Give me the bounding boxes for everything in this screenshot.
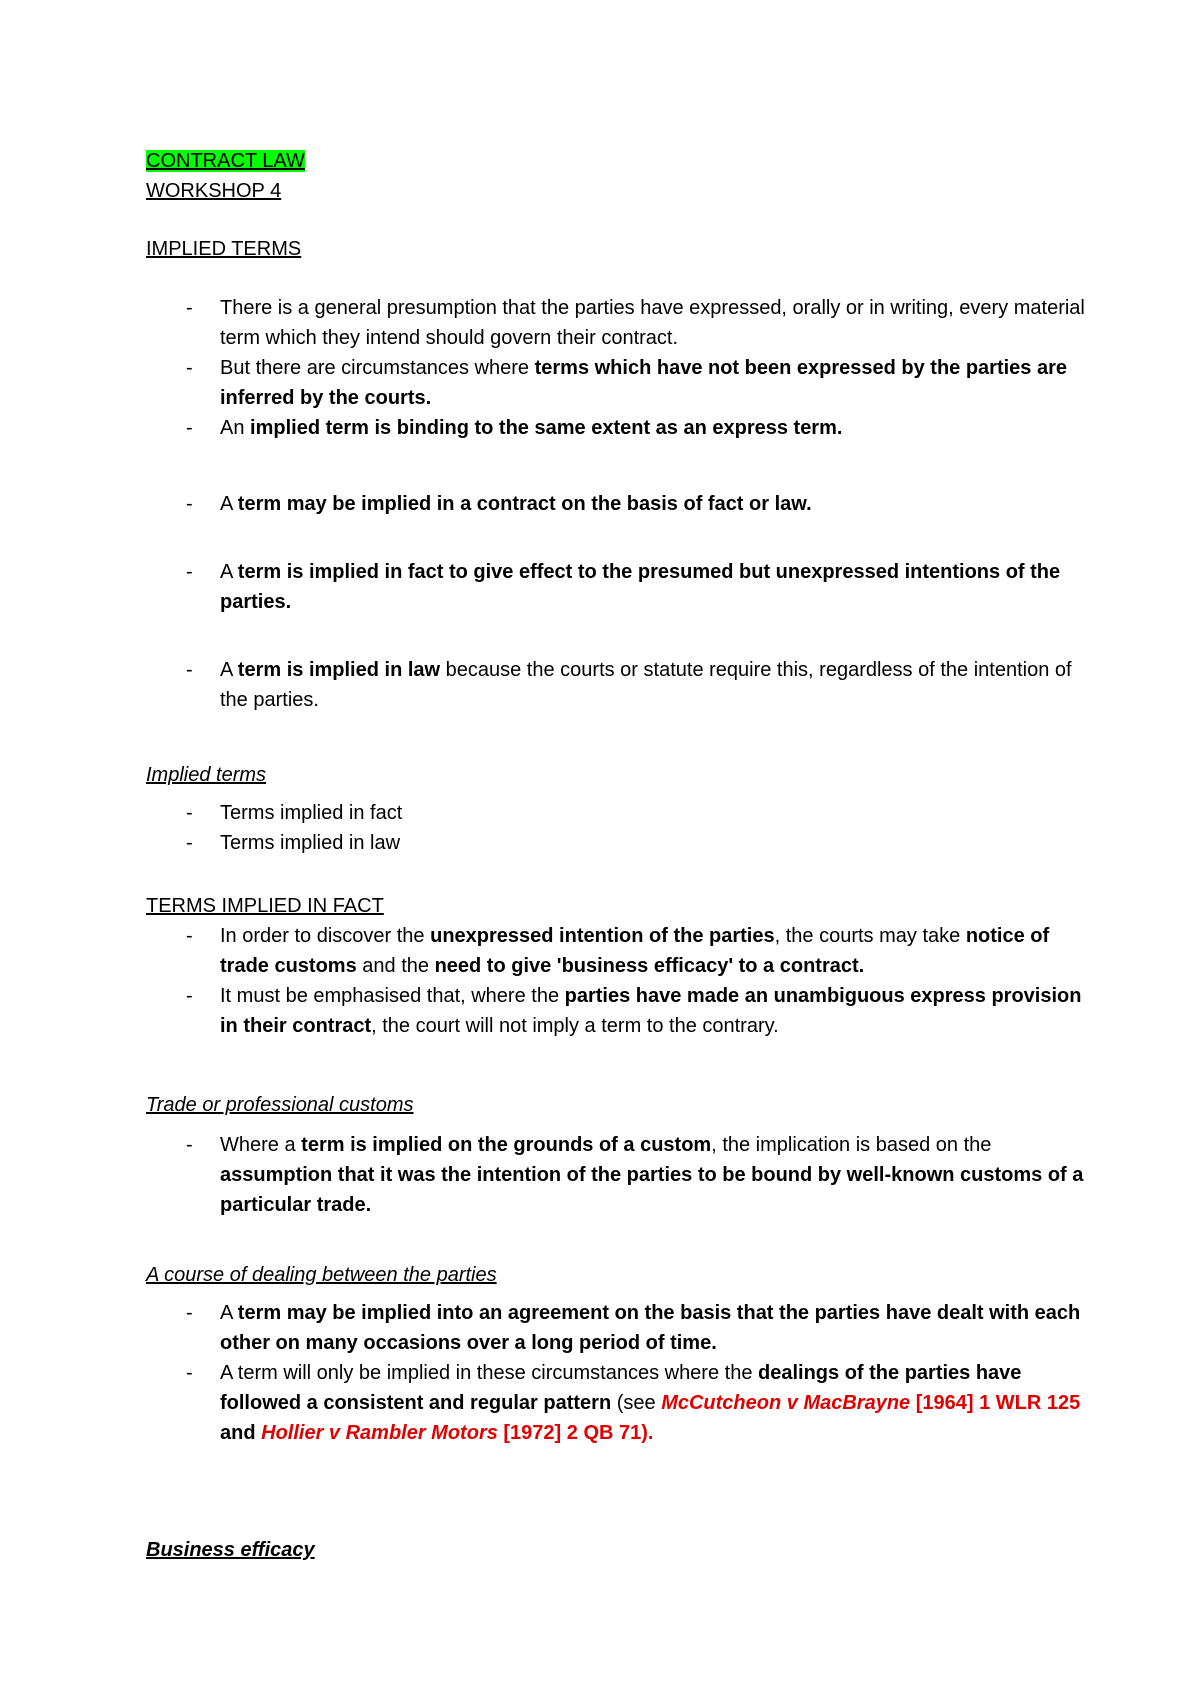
list-item: - A term will only be implied in these circumstances where the dealings of the parties have followed a consistent and regular pattern (see McCutcheon v MacBrayne [1964] 1 WLR 125 and Hollier v Rambler Motors [1972] 2 QB 71). [146, 1358, 1086, 1448]
list-item: - A term may be implied into an agreement on the basis that the parties have dealt with each other on many occasions over a long period of time. [146, 1298, 1086, 1358]
list-item: - Where a term is implied on the grounds of a custom, the implication is based on the assumption that it was the intention of the parties to be bound by well-known customs of a particular trade. [146, 1130, 1086, 1220]
implied-terms-list [146, 798, 1086, 858]
case-citation-hollier: Hollier v Rambler Motors [261, 1422, 498, 1444]
list-item: - Terms implied in law [146, 828, 1086, 858]
terms-in-fact-list [146, 921, 1086, 1041]
list-item: - A term is implied in law because the courts or statute require this, regardless of the intention of the parties. [146, 655, 1086, 715]
list-item: - There is a general presumption that the parties have expressed, orally or in writing, every material term which they intend should govern their contract. [146, 293, 1086, 353]
case-citation-mccutcheon: McCutcheon v MacBrayne [661, 1392, 911, 1414]
heading-course-of-dealing: A course of dealing between the parties [146, 1264, 497, 1286]
doc-title: CONTRACT LAW [146, 150, 305, 172]
list-item: - It must be emphasised that, where the parties have made an unambiguous express provision in their contract, the court will not imply a term to the contrary. [146, 981, 1086, 1041]
heading-business-efficacy: Business efficacy [146, 1539, 315, 1561]
course-of-dealing-list [146, 1298, 1086, 1448]
trade-customs-list [146, 1130, 1086, 1220]
heading-implied-terms: Implied terms [146, 764, 267, 786]
list-item: - An implied term is binding to the same extent as an express term. [146, 413, 1086, 443]
list-item: - But there are circumstances where terms which have not been expressed by the parties are inferred by the courts. [146, 353, 1086, 413]
heading-trade-customs: Trade or professional customs [146, 1094, 414, 1116]
heading-terms-implied-in-fact: TERMS IMPLIED IN FACT [146, 895, 384, 917]
intro-list [146, 293, 1086, 715]
list-item: - A term is implied in fact to give effect to the presumed but unexpressed intentions of the parties. [146, 557, 1086, 617]
list-item: - A term may be implied in a contract on the basis of fact or law. [146, 489, 1086, 519]
list-item: - Terms implied in fact [146, 798, 1086, 828]
section-title-implied-terms: IMPLIED TERMS [146, 238, 302, 260]
workshop-label: WORKSHOP 4 [146, 180, 282, 202]
list-item: - In order to discover the unexpressed intention of the parties, the courts may take notice of trade customs and the need to give 'business efficacy' to a contract. [146, 921, 1086, 981]
